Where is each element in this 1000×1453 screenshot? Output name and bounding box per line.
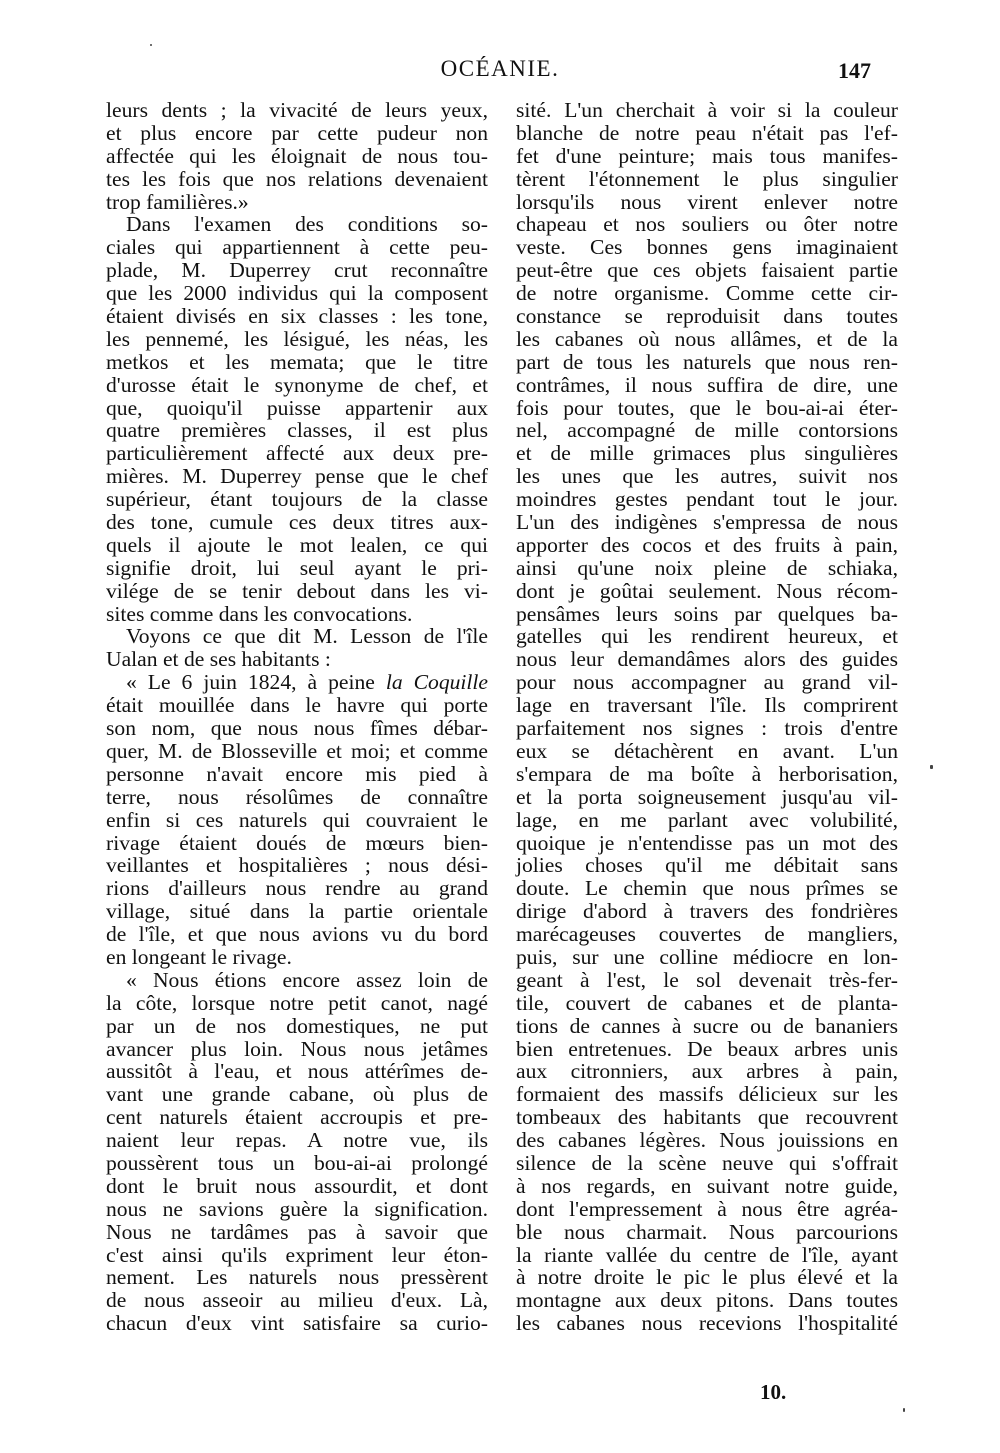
text-line xyxy=(516,419,898,442)
text-line xyxy=(516,946,898,969)
text-line-content: étaient divisés en six classes : les tone, xyxy=(106,304,488,329)
running-title: OCÉANIE. xyxy=(440,56,560,81)
text-line xyxy=(516,969,898,992)
text-line xyxy=(106,992,488,1015)
text-line xyxy=(106,1129,488,1152)
text-line xyxy=(106,625,488,648)
text-line-content: trop familières.» xyxy=(106,189,249,214)
text-line xyxy=(106,1175,488,1198)
text-line-content: constance se reproduisit dans toutes xyxy=(516,304,898,329)
text-line-content: particulièrement affecté aux deux pre- xyxy=(106,441,488,466)
text-line-content: quels il ajoute le mot lealen, ce qui xyxy=(106,532,488,557)
text-line xyxy=(516,1244,898,1267)
text-line-content: tions de cannes à sucre ou de bananiers xyxy=(516,1013,898,1038)
text-line xyxy=(516,328,898,351)
text-line-content: les cabanes nous recevions l'hospitalité xyxy=(516,1311,898,1336)
text-line xyxy=(106,351,488,374)
text-line-content: fois pour toutes, que le bou-ai-ai éter- xyxy=(516,395,898,420)
text-line xyxy=(516,717,898,740)
text-line-content: son nom, que nous nous fîmes débar- xyxy=(106,716,488,741)
text-line xyxy=(106,213,488,236)
text-line xyxy=(106,328,488,351)
text-line-content: les cabanes où nous allâmes, et de la xyxy=(516,326,898,351)
text-line-content: lorsqu'ils nous virent enlever notre xyxy=(516,189,898,214)
text-line-content: c'est ainsi qu'ils expriment leur éton- xyxy=(106,1242,488,1267)
text-line xyxy=(516,1083,898,1106)
text-line xyxy=(106,168,488,191)
text-line xyxy=(516,648,898,671)
text-line xyxy=(516,923,898,946)
text-line xyxy=(516,1060,898,1083)
text-line xyxy=(516,1038,898,1061)
signature-mark: 10. xyxy=(760,1380,787,1404)
text-line-content: et la porta soigneusement jusqu'au vil- xyxy=(516,784,898,809)
text-line-content: « Nous étions encore assez loin de xyxy=(126,967,488,992)
running-head xyxy=(0,56,1000,86)
text-line xyxy=(106,694,488,717)
text-line-content: rions d'ailleurs nous rendre au grand xyxy=(106,876,488,901)
text-line xyxy=(516,809,898,832)
text-line xyxy=(106,1289,488,1312)
text-line xyxy=(106,557,488,580)
text-line xyxy=(106,1221,488,1244)
text-line-content: bien entretenues. De beaux arbres unis xyxy=(516,1036,898,1061)
text-line xyxy=(516,1106,898,1129)
text-line xyxy=(516,465,898,488)
text-column-right xyxy=(516,99,898,1335)
text-line-content: leurs dents ; la vivacité de leurs yeux, xyxy=(106,98,488,122)
page-number: 147 xyxy=(838,58,871,83)
text-line xyxy=(106,511,488,534)
text-line-content: s'empara de ma boîte à herborisation, xyxy=(516,761,898,786)
text-line xyxy=(106,923,488,946)
text-line-content: doute. Le chemin que nous prîmes se xyxy=(516,876,898,901)
text-line-content: lage, en me parlant avec volubilité, xyxy=(516,807,898,832)
text-line xyxy=(106,969,488,992)
text-line-content: puis, sur une colline médiocre en lon- xyxy=(516,944,898,969)
text-line xyxy=(516,488,898,511)
text-line xyxy=(516,351,898,374)
text-line-content: L'un des indigènes s'empressa de nous xyxy=(516,510,898,535)
text-line-content: nous ne savions guère la signification. xyxy=(106,1196,488,1221)
text-line xyxy=(516,1312,898,1335)
text-line-content: en longeant le rivage. xyxy=(106,944,292,969)
text-line xyxy=(516,442,898,465)
text-line-content: nement. Les naturels nous pressèrent xyxy=(106,1265,488,1290)
text-line-content: terre, nous résolûmes de connaître xyxy=(106,784,488,809)
text-line xyxy=(106,648,488,671)
text-line-content: veste. Ces bonnes gens imaginaient xyxy=(516,235,898,260)
text-line xyxy=(516,877,898,900)
text-line xyxy=(516,534,898,557)
text-line-content: de nous asseoir au milieu d'eux. Là, xyxy=(106,1288,488,1313)
text-line-content: vant une grande cabane, où plus de xyxy=(106,1082,488,1107)
text-line-content: nel, accompagné de mille contorsions xyxy=(516,418,898,443)
text-line xyxy=(516,580,898,603)
text-line xyxy=(106,374,488,397)
text-line xyxy=(106,465,488,488)
text-line xyxy=(106,809,488,832)
text-line xyxy=(516,832,898,855)
text-line-content: moindres gestes pendant tout le jour. xyxy=(516,487,898,512)
text-line-content: les unes que les autres, suivit nos xyxy=(516,464,898,489)
text-line-content: quatre premières classes, il est plus xyxy=(106,418,488,443)
text-line-content: Ualan et de ses habitants : xyxy=(106,647,331,672)
text-line-content: quoique je n'entendisse pas un mot des xyxy=(516,830,898,855)
text-line xyxy=(106,877,488,900)
text-line xyxy=(106,236,488,259)
text-line-content: ainsi qu'une noix pleine de schiaka, xyxy=(516,555,898,580)
text-line xyxy=(516,763,898,786)
text-line xyxy=(106,1266,488,1289)
text-line-content: de notre organisme. Comme cette cir- xyxy=(516,281,898,306)
text-line-content: dirige d'abord à travers des fondrières xyxy=(516,899,898,924)
text-line xyxy=(516,236,898,259)
text-line-content: la côte, lorsque notre petit canot, nagé xyxy=(106,990,488,1015)
text-line-content: avancer plus loin. Nous nous jetâmes xyxy=(106,1036,488,1061)
text-line xyxy=(516,397,898,420)
text-line-content: tile, couvert de cabanes et de planta- xyxy=(516,990,898,1015)
text-line-content: enfin si ces naturels qui couvraient le xyxy=(106,807,488,832)
text-line xyxy=(516,625,898,648)
text-column-left xyxy=(106,99,488,1335)
text-line xyxy=(106,1106,488,1129)
text-line xyxy=(516,1015,898,1038)
text-line xyxy=(516,1289,898,1312)
text-line-content: des cabanes légères. Nous jouissions en xyxy=(516,1128,898,1153)
text-line xyxy=(516,191,898,214)
scan-speck xyxy=(903,1408,905,1412)
text-line-content: « Le 6 juin 1824, à peine xyxy=(126,670,386,695)
text-line xyxy=(106,1038,488,1061)
text-line-content: sites comme dans les convocations. xyxy=(106,601,413,626)
text-line-content: tèrent l'étonnement le plus singulier xyxy=(516,166,898,191)
text-line xyxy=(106,442,488,465)
text-line-content: dont je goûtai seulement. Nous récom- xyxy=(516,578,898,603)
text-line xyxy=(106,145,488,168)
text-line-content: peut-être que ces objets faisaient partie xyxy=(516,258,898,283)
text-line-content: eux se détachèrent en avant. L'un xyxy=(516,738,898,763)
text-line xyxy=(516,1221,898,1244)
text-line xyxy=(106,282,488,305)
text-line-content: ciales qui appartiennent à cette peu- xyxy=(106,235,488,260)
text-line xyxy=(106,305,488,328)
text-line-content: dont le bruit nous assourdit, et dont xyxy=(106,1173,488,1198)
text-line-content: gatelles qui les rendirent heureux, et xyxy=(516,624,898,649)
text-line xyxy=(106,603,488,626)
text-line-content: dont l'empressement à nous être agréa- xyxy=(516,1196,898,1221)
text-line xyxy=(516,168,898,191)
text-line xyxy=(106,397,488,420)
text-line-content: marécageuses couvertes de mangliers, xyxy=(516,922,898,947)
text-line-content: par un de nos domestiques, ne put xyxy=(106,1013,488,1038)
text-line-content: apporter des cocos et des fruits à pain, xyxy=(516,532,898,557)
text-line xyxy=(106,488,488,511)
text-line-content: lage en traversant l'île. Ils comprirent xyxy=(516,693,898,718)
text-line-content: supérieur, étant toujours de la classe xyxy=(106,487,488,512)
text-line xyxy=(106,1198,488,1221)
text-line-content: chacun d'eux vint satisfaire sa curio- xyxy=(106,1311,488,1336)
ship-name-italic: la Coquille xyxy=(385,670,488,695)
text-line xyxy=(516,374,898,397)
text-line xyxy=(516,259,898,282)
text-line-content: pour nous accompagner au grand vil- xyxy=(516,670,898,695)
text-line xyxy=(106,259,488,282)
text-line-content: pensâmes leurs soins par quelques ba- xyxy=(516,601,898,626)
text-line-content: part de tous les naturels que nous ren- xyxy=(516,349,898,374)
text-line-content: les pennemé, les lésigué, les néas, les xyxy=(106,326,488,351)
text-line-content: parfaitement nos signes : trois d'entre xyxy=(516,716,898,741)
text-line-content: Voyons ce que dit M. Lesson de l'île xyxy=(126,624,488,649)
text-line xyxy=(516,511,898,534)
text-line xyxy=(516,1266,898,1289)
text-line xyxy=(516,99,898,122)
text-line xyxy=(516,992,898,1015)
text-line-content: contrâmes, il nous suffira de dire, une xyxy=(516,372,898,397)
text-line-content: jolies choses qu'il me débitait sans xyxy=(516,853,898,878)
text-line xyxy=(516,213,898,236)
text-line-content: tombeaux des habitants que recouvrent xyxy=(516,1105,898,1130)
text-line xyxy=(516,1175,898,1198)
text-line-content: veillantes et hospitalières ; nous dési- xyxy=(106,853,488,878)
text-line xyxy=(516,694,898,717)
text-line-content: aux citronniers, aux arbres à pain, xyxy=(516,1059,898,1084)
text-line-content: blanche de notre peau n'était pas l'ef- xyxy=(516,120,898,145)
text-line-content: signifie droit, lui seul ayant le pri- xyxy=(106,555,488,580)
text-line xyxy=(516,854,898,877)
text-line xyxy=(106,946,488,969)
text-line xyxy=(106,1083,488,1106)
text-line xyxy=(516,122,898,145)
text-line-content: Nous ne tardâmes pas à savoir que xyxy=(106,1219,488,1244)
text-line xyxy=(516,305,898,328)
text-line-content: des tone, cumule ces deux titres aux- xyxy=(106,510,488,535)
text-line xyxy=(106,1060,488,1083)
text-line xyxy=(516,557,898,580)
text-line-content: mières. M. Duperrey pense que le chef xyxy=(106,464,488,489)
scan-speck xyxy=(930,765,933,769)
text-line xyxy=(106,786,488,809)
text-line xyxy=(106,1312,488,1335)
text-line xyxy=(516,282,898,305)
text-line-content: ble nous charmait. Nous parcourions xyxy=(516,1219,898,1244)
text-line-content: affectée qui les éloignait de nous tou- xyxy=(106,143,488,168)
text-line-content: quer, M. de Blosseville et moi; et comme xyxy=(106,738,488,763)
text-line-content: que, quoiqu'il puisse appartenir aux xyxy=(106,395,488,420)
text-line-content: silence de la scène neuve qui s'offrait xyxy=(516,1150,898,1175)
text-line xyxy=(106,671,488,694)
text-line xyxy=(516,671,898,694)
text-line-content: nous leur demandâmes alors des guides xyxy=(516,647,898,672)
text-line-content: chapeau et nos souliers ou ôter notre xyxy=(516,212,898,237)
text-line xyxy=(106,763,488,786)
text-line xyxy=(106,854,488,877)
text-line-content: d'urosse était le synonyme de chef, et xyxy=(106,372,488,397)
text-line xyxy=(106,740,488,763)
text-line-content: rivage étaient doués de mœurs bien- xyxy=(106,830,488,855)
text-line xyxy=(516,740,898,763)
text-line xyxy=(516,900,898,923)
text-line xyxy=(106,1015,488,1038)
text-line-content: personne n'avait encore mis pied à xyxy=(106,761,488,786)
text-line-content: aussitôt à l'eau, et nous attérîmes de- xyxy=(106,1059,488,1084)
text-line-content: que les 2000 individus qui la composent xyxy=(106,281,488,306)
text-line xyxy=(516,786,898,809)
text-line-content: naient leur repas. A notre vue, ils xyxy=(106,1128,488,1153)
text-line-content: formaient des massifs délicieux sur les xyxy=(516,1082,898,1107)
text-line xyxy=(516,1198,898,1221)
text-line-content: tes les fois que nos relations devenaient xyxy=(106,166,488,191)
text-line xyxy=(106,832,488,855)
text-line xyxy=(106,419,488,442)
text-line-content: la riante vallée du centre de l'île, ayant xyxy=(516,1242,898,1267)
text-line xyxy=(106,99,488,122)
text-line-content: Dans l'examen des conditions so- xyxy=(126,212,488,237)
text-line-content: de l'île, et que nous avions vu du bord xyxy=(106,922,488,947)
text-line xyxy=(516,1129,898,1152)
text-line xyxy=(516,145,898,168)
text-line xyxy=(106,122,488,145)
text-line-content: montagne aux deux pitons. Dans toutes xyxy=(516,1288,898,1313)
text-line-content: geant à l'est, le sol devenait très-fer- xyxy=(516,967,898,992)
text-line xyxy=(106,900,488,923)
text-line xyxy=(516,1152,898,1175)
text-line-content: plade, M. Duperrey crut reconnaître xyxy=(106,258,488,283)
text-line-content: à nos regards, en suivant notre guide, xyxy=(516,1173,898,1198)
text-line xyxy=(106,580,488,603)
text-line-content: était mouillée dans le havre qui porte xyxy=(106,693,488,718)
text-line-content: metkos et les memata; que le titre xyxy=(106,349,488,374)
scan-speck xyxy=(150,44,152,46)
text-line xyxy=(516,603,898,626)
text-line-content: village, situé dans la partie orientale xyxy=(106,899,488,924)
text-line xyxy=(106,1244,488,1267)
text-line-content: à notre droite le pic le plus élevé et la xyxy=(516,1265,898,1290)
text-line-content: et de mille grimaces plus singulières xyxy=(516,441,898,466)
text-line xyxy=(106,534,488,557)
text-line-content: vilége de se tenir debout dans les vi- xyxy=(106,578,488,603)
text-line-content: poussèrent tous un bou-ai-ai prolongé xyxy=(106,1150,488,1175)
text-line xyxy=(106,1152,488,1175)
text-line-content: et plus encore par cette pudeur non xyxy=(106,120,488,145)
text-line-content: sité. L'un cherchait à voir si la couleur xyxy=(516,98,898,122)
text-line-content: fet d'une peinture; mais tous manifes- xyxy=(516,143,898,168)
text-line-content: cent naturels étaient accroupis et pre- xyxy=(106,1105,488,1130)
text-line xyxy=(106,191,488,214)
text-line xyxy=(106,717,488,740)
